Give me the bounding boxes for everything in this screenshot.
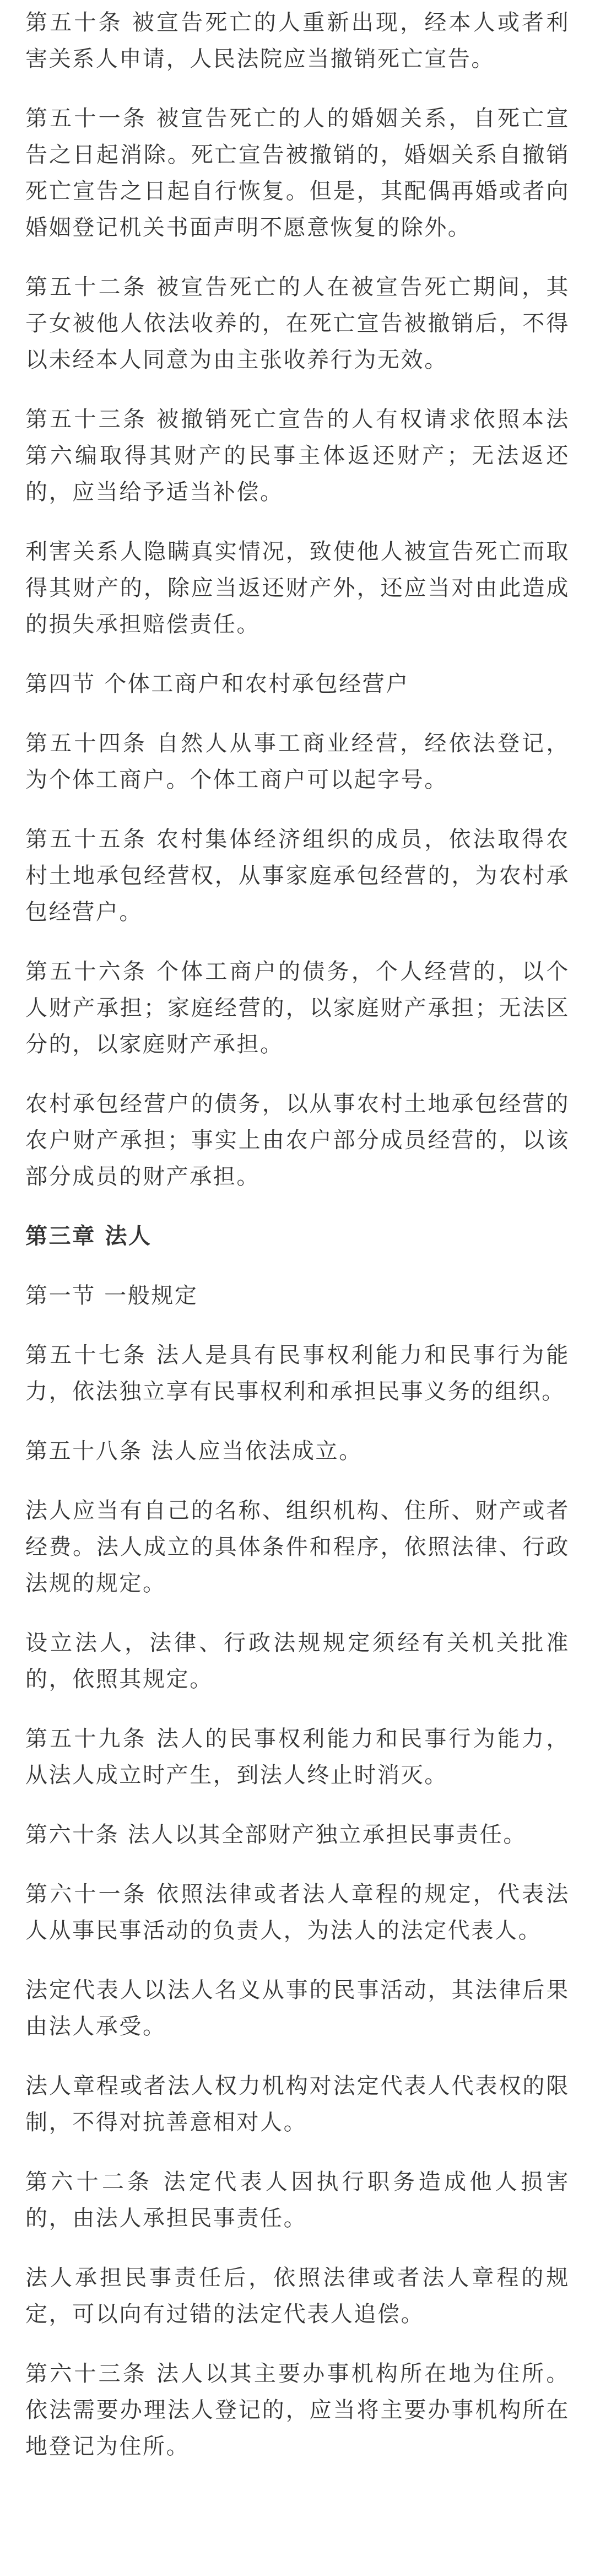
article-paragraph: 法定代表人以法人名义从事的民事活动，其法律后果由法人承受。 [25,1977,570,2039]
section-title: 第一节 一般规定 [25,1283,198,1308]
article-paragraph: 法人章程或者法人权力机构对法定代表人代表权的限制，不得对抗善意相对人。 [25,2073,570,2135]
article-paragraph: 第六十三条 法人以其主要办事机构所在地为住所。依法需要办理法人登记的，应当将主要办事机构所在地登记为住所。 [25,2361,570,2459]
article-paragraph: 设立法人，法律、行政法规规定须经有关机关批准的，依照其规定。 [25,1630,570,1692]
article-paragraph: 第六十一条 依照法律或者法人章程的规定，代表法人从事民事活动的负责人，为法人的法定代表人。 [25,1882,570,1943]
article-paragraph: 第六十二条 法定代表人因执行职务造成他人损害的，由法人承担民事责任。 [25,2169,570,2231]
article-paragraph: 第五十二条 被宣告死亡的人在被宣告死亡期间，其子女被他人依法收养的，在死亡宣告被撤销后，不得以未经本人同意为由主张收养行为无效。 [25,274,570,373]
article-paragraph: 第六十条 法人以其全部财产独立承担民事责任。 [25,1822,527,1847]
article-paragraph: 法人应当有自己的名称、组织机构、住所、财产或者经费。法人成立的具体条件和程序，依照法律、行政法规的规定。 [25,1498,570,1596]
article-paragraph: 第五十九条 法人的民事权利能力和民事行为能力，从法人成立时产生，到法人终止时消灭。 [25,1726,570,1788]
article-paragraph: 第五十六条 个体工商户的债务，个人经营的，以个人财产承担；家庭经营的，以家庭财产承担；无法区分的，以家庭财产承担。 [25,959,570,1057]
article-paragraph: 第五十七条 法人是具有民事权利能力和民事行为能力，依法独立享有民事权利和承担民事义务的组织。 [25,1343,570,1404]
article-paragraph: 第五十五条 农村集体经济组织的成员，依法取得农村土地承包经营权，从事家庭承包经营的，为农村承包经营户。 [25,827,570,925]
article-paragraph: 利害关系人隐瞒真实情况，致使他人被宣告死亡而取得其财产的，除应当返还财产外，还应当对由此造成的损失承担赔偿责任。 [25,539,570,637]
section-title: 第四节 个体工商户和农村承包经营户 [25,671,409,697]
article-paragraph: 第五十八条 法人应当依法成立。 [25,1438,363,1464]
article-paragraph: 第五十四条 自然人从事工商业经营，经依法登记，为个体工商户。个体工商户可以起字号。 [25,731,570,793]
article-paragraph: 第五十条 被宣告死亡的人重新出现，经本人或者利害关系人申请，人民法院应当撤销死亡宣告。 [25,10,570,72]
article-paragraph: 农村承包经营户的债务，以从事农村土地承包经营的农户财产承担；事实上由农户部分成员经营的，以该部分成员的财产承担。 [25,1091,570,1189]
article-paragraph: 第五十一条 被宣告死亡的人的婚姻关系，自死亡宣告之日起消除。死亡宣告被撤销的，婚姻关系自撤销死亡宣告之日起自行恢复。但是，其配偶再婚或者向婚姻登记机关书面声明不愿意恢复的除外。 [25,106,570,240]
article-paragraph: 法人承担民事责任后，依照法律或者法人章程的规定，可以向有过错的法定代表人追偿。 [25,2265,570,2327]
article-paragraph: 第五十三条 被撤销死亡宣告的人有权请求依照本法第六编取得其财产的民事主体返还财产；无法返还的，应当给予适当补偿。 [25,407,570,505]
chapter-heading: 第三章 法人 [25,1224,152,1249]
